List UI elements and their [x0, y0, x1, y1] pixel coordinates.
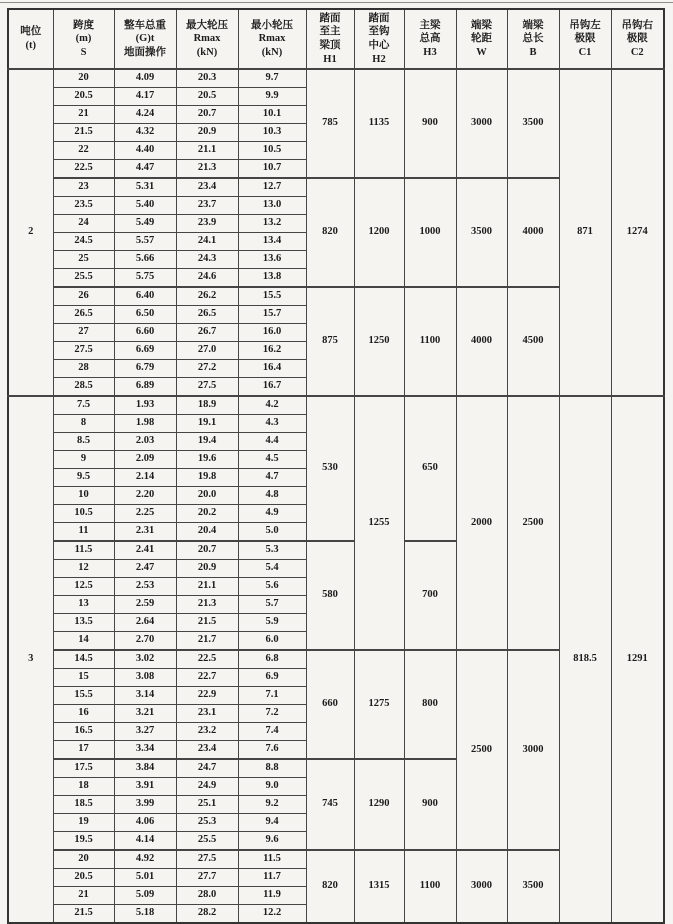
cell-h1: 875 — [306, 287, 354, 396]
header-row — [8, 9, 664, 69]
cell-rmin: 9.4 — [238, 814, 306, 832]
cell-total-weight: 2.31 — [114, 523, 176, 542]
cell-total-weight: 6.60 — [114, 324, 176, 342]
cell-h1: 580 — [306, 541, 354, 650]
cell-total-weight: 2.09 — [114, 451, 176, 469]
cell-c1: 818.5 — [559, 396, 611, 923]
cell-rmax: 20.2 — [176, 505, 238, 523]
cell-rmin: 5.7 — [238, 596, 306, 614]
cell-rmin: 11.7 — [238, 869, 306, 887]
cell-tonnage: 3 — [8, 396, 53, 923]
cell-h2: 1200 — [354, 178, 404, 287]
cell-span: 27.5 — [53, 342, 114, 360]
cell-rmax: 26.7 — [176, 324, 238, 342]
cell-total-weight: 4.09 — [114, 69, 176, 88]
cell-total-weight: 2.53 — [114, 578, 176, 596]
cell-span: 19.5 — [53, 832, 114, 851]
cell-total-weight: 3.99 — [114, 796, 176, 814]
cell-rmax: 27.5 — [176, 378, 238, 397]
cell-total-weight: 6.50 — [114, 306, 176, 324]
cell-span: 9.5 — [53, 469, 114, 487]
cell-total-weight: 5.09 — [114, 887, 176, 905]
cell-rmax: 20.9 — [176, 560, 238, 578]
cell-total-weight: 5.66 — [114, 251, 176, 269]
cell-span: 16.5 — [53, 723, 114, 741]
cell-rmax: 20.5 — [176, 88, 238, 106]
cell-h3: 700 — [404, 541, 456, 650]
cell-rmax: 27.0 — [176, 342, 238, 360]
cell-span: 20 — [53, 850, 114, 869]
cell-total-weight: 5.75 — [114, 269, 176, 288]
cell-rmin: 13.8 — [238, 269, 306, 288]
cell-rmin: 4.4 — [238, 433, 306, 451]
cell-rmin: 13.4 — [238, 233, 306, 251]
cell-total-weight: 4.17 — [114, 88, 176, 106]
header-c1-line: 吊钩左 — [569, 19, 601, 31]
cell-w: 3000 — [456, 69, 507, 178]
page-top-rule — [0, 2, 673, 3]
cell-total-weight: 2.47 — [114, 560, 176, 578]
header-b — [507, 9, 559, 69]
cell-rmin: 10.5 — [238, 142, 306, 160]
cell-total-weight: 2.25 — [114, 505, 176, 523]
header-tonnage-line: 吨位 — [20, 26, 42, 38]
header-span — [53, 9, 114, 69]
cell-tonnage: 2 — [8, 69, 53, 396]
cell-h3: 1100 — [404, 287, 456, 396]
cell-rmax: 19.8 — [176, 469, 238, 487]
cell-rmin: 8.8 — [238, 759, 306, 778]
cell-span: 21.5 — [53, 905, 114, 924]
header-span-line: (m) — [75, 33, 92, 45]
cell-rmin: 6.9 — [238, 669, 306, 687]
cell-rmin: 4.9 — [238, 505, 306, 523]
cell-total-weight: 1.93 — [114, 396, 176, 415]
cell-total-weight: 5.01 — [114, 869, 176, 887]
cell-span: 12 — [53, 560, 114, 578]
cell-c2: 1291 — [611, 396, 664, 923]
cell-rmin: 13.6 — [238, 251, 306, 269]
cell-span: 15 — [53, 669, 114, 687]
cell-total-weight: 5.31 — [114, 178, 176, 197]
header-tonnage-line: (t) — [25, 40, 36, 51]
cell-total-weight: 3.84 — [114, 759, 176, 778]
cell-rmax: 25.5 — [176, 832, 238, 851]
cell-rmax: 21.1 — [176, 578, 238, 596]
cell-rmin: 10.7 — [238, 160, 306, 179]
cell-span: 23 — [53, 178, 114, 197]
cell-rmin: 15.5 — [238, 287, 306, 306]
cell-total-weight: 5.57 — [114, 233, 176, 251]
cell-rmin: 7.1 — [238, 687, 306, 705]
cell-rmax: 18.9 — [176, 396, 238, 415]
header-h2-line: 中心 — [368, 40, 390, 51]
header-h1-line: 梁顶 — [319, 40, 341, 51]
header-c1 — [559, 9, 611, 69]
cell-w: 2500 — [456, 650, 507, 850]
cell-h2: 1315 — [354, 850, 404, 923]
cell-rmin: 9.6 — [238, 832, 306, 851]
header-h1-line: 踏面 — [319, 12, 341, 24]
header-tonnage — [8, 9, 53, 69]
cell-rmin: 6.8 — [238, 650, 306, 669]
cell-span: 7.5 — [53, 396, 114, 415]
cell-h3: 900 — [404, 69, 456, 178]
cell-span: 26.5 — [53, 306, 114, 324]
header-min-wheel-load-line: (kN) — [261, 46, 283, 58]
cell-total-weight: 3.08 — [114, 669, 176, 687]
cell-rmin: 10.3 — [238, 124, 306, 142]
cell-rmax: 21.3 — [176, 596, 238, 614]
header-b-line: 总长 — [522, 33, 544, 45]
cell-span: 16 — [53, 705, 114, 723]
cell-span: 13.5 — [53, 614, 114, 632]
cell-total-weight: 2.64 — [114, 614, 176, 632]
cell-total-weight: 4.24 — [114, 106, 176, 124]
cell-rmax: 27.2 — [176, 360, 238, 378]
header-max-wheel-load-line: Rmax — [193, 33, 221, 45]
cell-rmax: 23.2 — [176, 723, 238, 741]
cell-rmax: 22.7 — [176, 669, 238, 687]
header-h3-line: 总高 — [419, 33, 441, 45]
cell-span: 13 — [53, 596, 114, 614]
cell-span: 14 — [53, 632, 114, 651]
header-span-line: S — [80, 46, 87, 58]
header-max-wheel-load — [176, 9, 238, 69]
header-h2-line: H2 — [372, 53, 386, 65]
cell-span: 8.5 — [53, 433, 114, 451]
cell-span: 11 — [53, 523, 114, 542]
header-total-weight — [114, 9, 176, 69]
cell-total-weight: 2.14 — [114, 469, 176, 487]
cell-total-weight: 6.40 — [114, 287, 176, 306]
cell-span: 21 — [53, 887, 114, 905]
cell-rmax: 19.4 — [176, 433, 238, 451]
cell-h1: 530 — [306, 396, 354, 541]
cell-b: 3500 — [507, 850, 559, 923]
cell-rmax: 23.4 — [176, 741, 238, 760]
cell-b: 3500 — [507, 69, 559, 178]
header-min-wheel-load-line: 最小轮压 — [251, 19, 293, 31]
cell-total-weight: 3.27 — [114, 723, 176, 741]
header-h2-line: 至钩 — [368, 26, 390, 38]
header-total-weight-line: 地面操作 — [124, 46, 166, 58]
cell-span: 23.5 — [53, 197, 114, 215]
header-c2-line: 吊钩右 — [621, 19, 653, 31]
cell-span: 20.5 — [53, 88, 114, 106]
cell-span: 20.5 — [53, 869, 114, 887]
cell-rmax: 24.7 — [176, 759, 238, 778]
cell-span: 18.5 — [53, 796, 114, 814]
cell-rmin: 16.7 — [238, 378, 306, 397]
cell-rmin: 7.2 — [238, 705, 306, 723]
cell-h3: 1100 — [404, 850, 456, 923]
cell-rmax: 24.6 — [176, 269, 238, 288]
cell-rmax: 20.4 — [176, 523, 238, 542]
cell-w: 2000 — [456, 396, 507, 650]
cell-rmax: 26.2 — [176, 287, 238, 306]
header-min-wheel-load — [238, 9, 306, 69]
cell-rmin: 5.9 — [238, 614, 306, 632]
cell-rmin: 9.9 — [238, 88, 306, 106]
cell-rmax: 19.6 — [176, 451, 238, 469]
cell-rmax: 27.7 — [176, 869, 238, 887]
header-c1-line: 极限 — [574, 33, 596, 45]
cell-total-weight: 3.21 — [114, 705, 176, 723]
cell-rmin: 7.4 — [238, 723, 306, 741]
cell-c1: 871 — [559, 69, 611, 396]
cell-rmax: 22.5 — [176, 650, 238, 669]
cell-h1: 820 — [306, 850, 354, 923]
cell-span: 8 — [53, 415, 114, 433]
cell-rmin: 4.7 — [238, 469, 306, 487]
cell-rmin: 13.2 — [238, 215, 306, 233]
cell-rmax: 23.1 — [176, 705, 238, 723]
cell-rmax: 26.5 — [176, 306, 238, 324]
cell-rmin: 9.2 — [238, 796, 306, 814]
cell-span: 24.5 — [53, 233, 114, 251]
header-total-weight-line: (G)t — [135, 33, 155, 45]
cell-total-weight: 4.92 — [114, 850, 176, 869]
cell-span: 20 — [53, 69, 114, 88]
cell-rmin: 11.5 — [238, 850, 306, 869]
header-w-line: W — [476, 46, 487, 58]
cell-rmax: 27.5 — [176, 850, 238, 869]
table-row — [8, 396, 664, 415]
header-h2-line: 踏面 — [368, 12, 390, 24]
header-h1-line: 至主 — [319, 26, 341, 38]
cell-h2: 1255 — [354, 396, 404, 650]
cell-span: 10 — [53, 487, 114, 505]
header-w — [456, 9, 507, 69]
header-total-weight-line: 整车总重 — [124, 19, 166, 31]
header-c1-line: C1 — [578, 46, 592, 58]
cell-total-weight: 5.40 — [114, 197, 176, 215]
cell-span: 26 — [53, 287, 114, 306]
cell-rmax: 21.1 — [176, 142, 238, 160]
cell-rmax: 21.7 — [176, 632, 238, 651]
cell-w: 4000 — [456, 287, 507, 396]
cell-b: 4000 — [507, 178, 559, 287]
cell-span: 15.5 — [53, 687, 114, 705]
cell-span: 21 — [53, 106, 114, 124]
cell-total-weight: 3.91 — [114, 778, 176, 796]
cell-h3: 900 — [404, 759, 456, 850]
cell-rmax: 25.3 — [176, 814, 238, 832]
cell-total-weight: 2.03 — [114, 433, 176, 451]
cell-h2: 1290 — [354, 759, 404, 850]
cell-w: 3000 — [456, 850, 507, 923]
cell-span: 12.5 — [53, 578, 114, 596]
cell-span: 19 — [53, 814, 114, 832]
header-w-line: 轮距 — [471, 33, 492, 45]
cell-rmax: 20.0 — [176, 487, 238, 505]
cell-rmax: 24.3 — [176, 251, 238, 269]
cell-total-weight: 4.40 — [114, 142, 176, 160]
cell-rmax: 21.5 — [176, 614, 238, 632]
header-c2 — [611, 9, 664, 69]
cell-rmax: 20.9 — [176, 124, 238, 142]
cell-total-weight: 4.47 — [114, 160, 176, 179]
cell-h2: 1250 — [354, 287, 404, 396]
cell-rmin: 12.2 — [238, 905, 306, 924]
cell-total-weight: 4.32 — [114, 124, 176, 142]
cell-h3: 650 — [404, 396, 456, 541]
cell-rmin: 11.9 — [238, 887, 306, 905]
header-h3-line: 主梁 — [419, 19, 441, 31]
cell-total-weight: 4.06 — [114, 814, 176, 832]
cell-h1: 785 — [306, 69, 354, 178]
cell-b: 2500 — [507, 396, 559, 650]
cell-rmax: 21.3 — [176, 160, 238, 179]
cell-rmax: 28.2 — [176, 905, 238, 924]
table-row — [8, 69, 664, 88]
cell-rmax: 24.9 — [176, 778, 238, 796]
header-max-wheel-load-line: (kN) — [196, 46, 218, 58]
cell-total-weight: 3.02 — [114, 650, 176, 669]
cell-rmax: 28.0 — [176, 887, 238, 905]
cell-span: 25.5 — [53, 269, 114, 288]
cell-rmin: 4.5 — [238, 451, 306, 469]
cell-h2: 1135 — [354, 69, 404, 178]
cell-h3: 800 — [404, 650, 456, 759]
cell-span: 24 — [53, 215, 114, 233]
header-max-wheel-load-line: 最大轮压 — [186, 19, 228, 31]
cell-rmin: 9.7 — [238, 69, 306, 88]
header-h3-line: H3 — [423, 46, 437, 58]
cell-total-weight: 2.41 — [114, 541, 176, 560]
cell-h3: 1000 — [404, 178, 456, 287]
cell-span: 28.5 — [53, 378, 114, 397]
cell-h1: 745 — [306, 759, 354, 850]
header-c2-line: 极限 — [626, 33, 648, 45]
cell-rmax: 23.7 — [176, 197, 238, 215]
cell-rmax: 23.4 — [176, 178, 238, 197]
cell-rmin: 5.3 — [238, 541, 306, 560]
header-h1-line: H1 — [323, 53, 337, 65]
cell-rmax: 25.1 — [176, 796, 238, 814]
cell-total-weight: 2.20 — [114, 487, 176, 505]
table-body — [8, 69, 664, 923]
cell-rmin: 16.4 — [238, 360, 306, 378]
cell-span: 22.5 — [53, 160, 114, 179]
header-b-line: B — [529, 46, 537, 58]
cell-total-weight: 6.79 — [114, 360, 176, 378]
cell-span: 27 — [53, 324, 114, 342]
cell-rmin: 4.2 — [238, 396, 306, 415]
cell-span: 17 — [53, 741, 114, 760]
cell-total-weight: 4.14 — [114, 832, 176, 851]
cell-total-weight: 3.14 — [114, 687, 176, 705]
header-span-line: 跨度 — [73, 19, 94, 31]
header-b-line: 端梁 — [522, 19, 544, 31]
cell-span: 14.5 — [53, 650, 114, 669]
cell-rmax: 23.9 — [176, 215, 238, 233]
cell-rmin: 10.1 — [238, 106, 306, 124]
cell-rmin: 16.2 — [238, 342, 306, 360]
cell-span: 25 — [53, 251, 114, 269]
cell-b: 3000 — [507, 650, 559, 850]
cell-span: 9 — [53, 451, 114, 469]
cell-rmin: 13.0 — [238, 197, 306, 215]
cell-rmin: 4.8 — [238, 487, 306, 505]
cell-span: 17.5 — [53, 759, 114, 778]
cell-rmin: 5.6 — [238, 578, 306, 596]
cell-total-weight: 5.18 — [114, 905, 176, 924]
cell-rmin: 5.0 — [238, 523, 306, 542]
cell-rmin: 9.0 — [238, 778, 306, 796]
header-h1 — [306, 9, 354, 69]
cell-h1: 660 — [306, 650, 354, 759]
cell-rmin: 12.7 — [238, 178, 306, 197]
header-min-wheel-load-line: Rmax — [258, 33, 286, 45]
header-h3 — [404, 9, 456, 69]
cell-span: 28 — [53, 360, 114, 378]
cell-span: 10.5 — [53, 505, 114, 523]
header-h2 — [354, 9, 404, 69]
cell-rmin: 5.4 — [238, 560, 306, 578]
cell-rmax: 20.7 — [176, 541, 238, 560]
crane-spec-table — [7, 8, 665, 924]
cell-rmax: 22.9 — [176, 687, 238, 705]
cell-rmin: 4.3 — [238, 415, 306, 433]
header-c2-line: C2 — [630, 46, 644, 58]
cell-c2: 1274 — [611, 69, 664, 396]
cell-rmax: 20.7 — [176, 106, 238, 124]
table-header — [8, 9, 664, 69]
cell-w: 3500 — [456, 178, 507, 287]
cell-rmin: 15.7 — [238, 306, 306, 324]
cell-total-weight: 5.49 — [114, 215, 176, 233]
cell-rmin: 7.6 — [238, 741, 306, 760]
cell-rmin: 6.0 — [238, 632, 306, 651]
header-w-line: 端梁 — [471, 19, 492, 31]
cell-span: 11.5 — [53, 541, 114, 560]
cell-total-weight: 2.59 — [114, 596, 176, 614]
cell-b: 4500 — [507, 287, 559, 396]
cell-rmin: 16.0 — [238, 324, 306, 342]
cell-span: 21.5 — [53, 124, 114, 142]
cell-rmax: 24.1 — [176, 233, 238, 251]
cell-total-weight: 3.34 — [114, 741, 176, 760]
cell-rmax: 20.3 — [176, 69, 238, 88]
cell-span: 22 — [53, 142, 114, 160]
cell-total-weight: 6.89 — [114, 378, 176, 397]
cell-total-weight: 1.98 — [114, 415, 176, 433]
cell-total-weight: 2.70 — [114, 632, 176, 651]
cell-total-weight: 6.69 — [114, 342, 176, 360]
cell-rmax: 19.1 — [176, 415, 238, 433]
cell-span: 18 — [53, 778, 114, 796]
cell-h2: 1275 — [354, 650, 404, 759]
cell-h1: 820 — [306, 178, 354, 287]
